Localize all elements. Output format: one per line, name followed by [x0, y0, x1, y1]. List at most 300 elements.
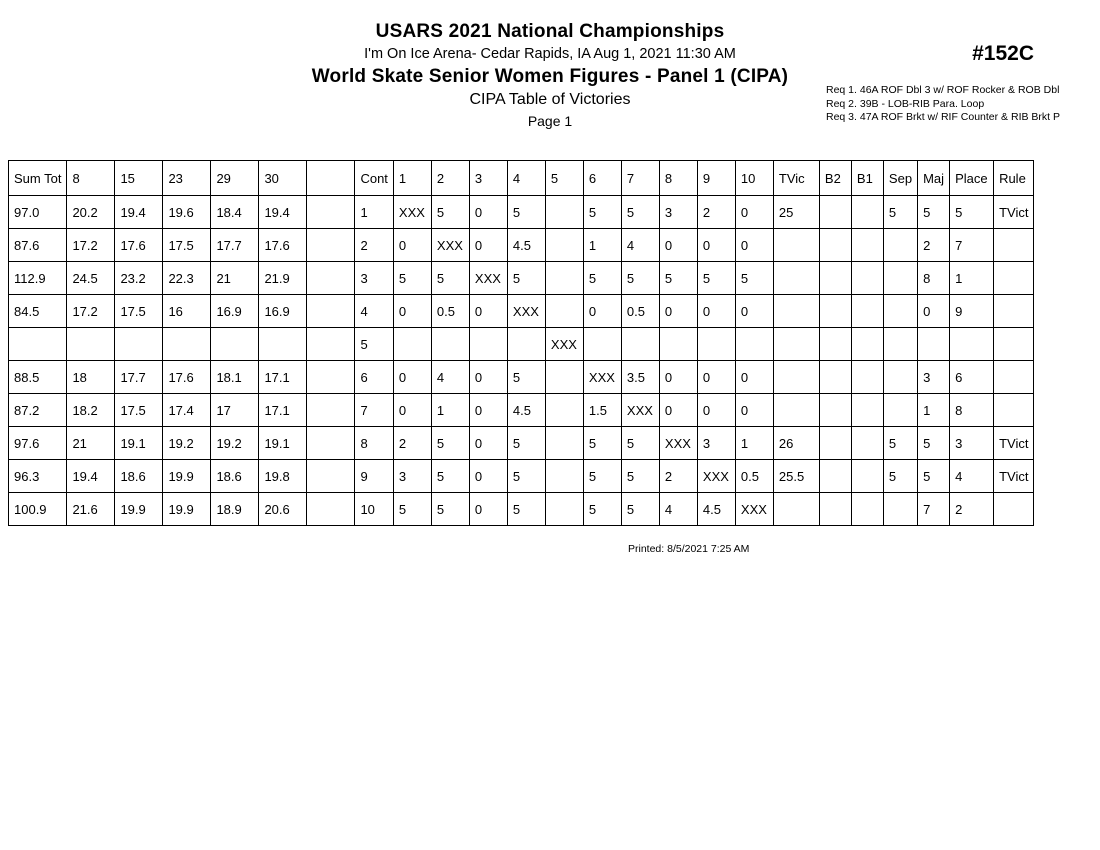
cell-tvic: [773, 361, 819, 394]
cell-judge: 0: [735, 295, 773, 328]
cell-b1: [851, 394, 883, 427]
cell-judge: 5: [393, 262, 431, 295]
document-header: [0, 20, 1100, 131]
cell-rule: [994, 394, 1034, 427]
cell-judge: 1: [735, 427, 773, 460]
cell-judge: [469, 328, 507, 361]
cell-score: 18.1: [211, 361, 259, 394]
cell-judge: 0: [393, 361, 431, 394]
cell-maj: 2: [918, 229, 950, 262]
cell-score: 17.7: [211, 229, 259, 262]
cell-score: 16.9: [259, 295, 307, 328]
table-header-row: [9, 161, 1034, 196]
cell-rule: [994, 328, 1034, 361]
cell-judge: [507, 328, 545, 361]
cell-judge: 0: [469, 361, 507, 394]
cell-tvic: 26: [773, 427, 819, 460]
cell-cont: 4: [355, 295, 393, 328]
venue-line: I'm On Ice Arena- Cedar Rapids, IA Aug 1, 2021 11:30 AM: [364, 46, 736, 62]
cell-sep: [883, 361, 917, 394]
cell-judge: 2: [659, 460, 697, 493]
cell-b1: [851, 427, 883, 460]
cell-judge: [545, 361, 583, 394]
cell-score: 17.6: [259, 229, 307, 262]
cell-score: 17.6: [163, 361, 211, 394]
cell-gap: [307, 394, 355, 427]
cell-judge: [697, 328, 735, 361]
cell-rule: [994, 229, 1034, 262]
cell-tvic: 25: [773, 196, 819, 229]
event-title: USARS 2021 National Championships: [375, 21, 725, 42]
cell-judge: 5: [583, 493, 621, 526]
cell-tvic: [773, 394, 819, 427]
table-row: [9, 295, 1034, 328]
cell-score: 23.2: [115, 262, 163, 295]
cell-judge: 5: [507, 196, 545, 229]
cell-judge: 1.5: [583, 394, 621, 427]
cell-judge: 5: [659, 262, 697, 295]
cell-judge: 0: [697, 394, 735, 427]
cell-score: 24.5: [67, 262, 115, 295]
cell-judge: [545, 229, 583, 262]
cell-score: 18.6: [115, 460, 163, 493]
cell-place: [950, 328, 994, 361]
cell-sum-tot: 96.3: [9, 460, 67, 493]
cell-place: 4: [950, 460, 994, 493]
cell-judge: [621, 328, 659, 361]
cell-judge: XXX: [583, 361, 621, 394]
cell-gap: [307, 460, 355, 493]
cell-judge: 5: [431, 460, 469, 493]
cell-judge: 0: [697, 229, 735, 262]
cell-cont: 10: [355, 493, 393, 526]
discipline-title: World Skate Senior Women Figures - Panel 1 (CIPA): [311, 66, 789, 87]
cell-judge: 5: [507, 427, 545, 460]
column-header-fig-29: 29: [211, 161, 259, 196]
cell-score: 21: [67, 427, 115, 460]
cell-sum-tot: 97.0: [9, 196, 67, 229]
cell-judge: 1: [583, 229, 621, 262]
cell-score: 19.2: [211, 427, 259, 460]
cell-judge: 4.5: [697, 493, 735, 526]
cell-judge: 0: [735, 229, 773, 262]
cell-judge: 0: [393, 394, 431, 427]
cell-gap: [307, 361, 355, 394]
cell-b1: [851, 196, 883, 229]
cell-score: 17.7: [115, 361, 163, 394]
cell-judge: 0.5: [621, 295, 659, 328]
cell-judge: 5: [621, 427, 659, 460]
cell-sep: 5: [883, 196, 917, 229]
cell-judge: 0: [735, 394, 773, 427]
cell-b2: [819, 196, 851, 229]
cell-gap: [307, 427, 355, 460]
cell-b2: [819, 361, 851, 394]
cell-sep: [883, 295, 917, 328]
cell-cont: 2: [355, 229, 393, 262]
cell-judge: [735, 328, 773, 361]
cell-score: 17.1: [259, 394, 307, 427]
cell-score: 17.4: [163, 394, 211, 427]
cell-judge: 0: [659, 295, 697, 328]
cell-score: 18.9: [211, 493, 259, 526]
table-row: [9, 460, 1034, 493]
cell-gap: [307, 328, 355, 361]
cell-b1: [851, 328, 883, 361]
column-header-sep: Sep: [883, 161, 917, 196]
cell-sep: [883, 328, 917, 361]
cell-judge: XXX: [621, 394, 659, 427]
cell-score: 16.9: [211, 295, 259, 328]
cell-judge: [545, 196, 583, 229]
cell-score: 20.2: [67, 196, 115, 229]
cell-score: 21.6: [67, 493, 115, 526]
cell-judge: 4: [621, 229, 659, 262]
column-header-judge-10: 10: [735, 161, 773, 196]
cell-sum-tot: [9, 328, 67, 361]
cell-judge: 4: [431, 361, 469, 394]
cell-rule: TVict: [994, 196, 1034, 229]
cell-rule: [994, 295, 1034, 328]
cell-judge: 0.5: [431, 295, 469, 328]
cell-score: 16: [163, 295, 211, 328]
cell-score: 19.4: [67, 460, 115, 493]
cell-score: 19.1: [115, 427, 163, 460]
cell-place: 1: [950, 262, 994, 295]
cell-b2: [819, 295, 851, 328]
column-header-judge-5: 5: [545, 161, 583, 196]
cell-judge: 5: [507, 493, 545, 526]
column-header-judge-9: 9: [697, 161, 735, 196]
cell-judge: 2: [697, 196, 735, 229]
cell-judge: XXX: [507, 295, 545, 328]
cell-b1: [851, 493, 883, 526]
cell-b1: [851, 460, 883, 493]
column-header-judge-8: 8: [659, 161, 697, 196]
cell-judge: XXX: [697, 460, 735, 493]
cell-rule: TVict: [994, 460, 1034, 493]
cell-judge: 0: [469, 493, 507, 526]
cell-judge: 5: [583, 460, 621, 493]
column-header-fig-8: 8: [67, 161, 115, 196]
cell-gap: [307, 262, 355, 295]
cell-score: [67, 328, 115, 361]
cell-sum-tot: 88.5: [9, 361, 67, 394]
cell-maj: 0: [918, 295, 950, 328]
cell-sum-tot: 87.2: [9, 394, 67, 427]
cell-judge: 5: [735, 262, 773, 295]
table-row: [9, 394, 1034, 427]
cell-score: 17.5: [115, 295, 163, 328]
cell-rule: [994, 262, 1034, 295]
cell-rule: [994, 493, 1034, 526]
column-header-cont: Cont: [355, 161, 393, 196]
cell-tvic: [773, 262, 819, 295]
cell-sum-tot: 84.5: [9, 295, 67, 328]
cell-maj: 8: [918, 262, 950, 295]
cell-judge: 0: [469, 196, 507, 229]
cell-b1: [851, 229, 883, 262]
printed-timestamp: Printed: 8/5/2021 7:25 AM: [628, 543, 750, 555]
cell-b2: [819, 427, 851, 460]
cell-judge: XXX: [469, 262, 507, 295]
cell-judge: XXX: [735, 493, 773, 526]
cell-judge: XXX: [545, 328, 583, 361]
cell-score: 19.1: [259, 427, 307, 460]
cell-judge: XXX: [659, 427, 697, 460]
table-row: [9, 229, 1034, 262]
column-header-judge-6: 6: [583, 161, 621, 196]
column-header-fig-23: 23: [163, 161, 211, 196]
cell-judge: 5: [583, 427, 621, 460]
cell-sum-tot: 100.9: [9, 493, 67, 526]
cell-score: 18: [67, 361, 115, 394]
cell-judge: 3.5: [621, 361, 659, 394]
cell-judge: 3: [393, 460, 431, 493]
cell-sep: [883, 229, 917, 262]
cell-score: 21.9: [259, 262, 307, 295]
table-row: [9, 427, 1034, 460]
table-row: [9, 328, 1034, 361]
column-header-rule: Rule: [994, 161, 1034, 196]
cell-score: 19.2: [163, 427, 211, 460]
cell-judge: 5: [583, 262, 621, 295]
cell-score: 19.6: [163, 196, 211, 229]
column-header-b2: B2: [819, 161, 851, 196]
cell-tvic: [773, 493, 819, 526]
cell-judge: [545, 295, 583, 328]
cell-rule: TVict: [994, 427, 1034, 460]
cell-judge: 0: [735, 361, 773, 394]
cell-gap: [307, 229, 355, 262]
cell-score: 17: [211, 394, 259, 427]
cell-sep: 5: [883, 427, 917, 460]
cell-judge: 5: [621, 262, 659, 295]
cell-score: 17.1: [259, 361, 307, 394]
cell-b1: [851, 262, 883, 295]
cell-b1: [851, 295, 883, 328]
cell-judge: [393, 328, 431, 361]
cell-score: 19.9: [163, 493, 211, 526]
cell-judge: 0: [469, 427, 507, 460]
cell-judge: 0: [393, 229, 431, 262]
cell-score: 17.6: [115, 229, 163, 262]
cell-judge: 5: [507, 460, 545, 493]
cell-judge: [431, 328, 469, 361]
cell-score: 19.9: [163, 460, 211, 493]
table-row: [9, 493, 1034, 526]
cell-place: 2: [950, 493, 994, 526]
cell-judge: 0: [659, 394, 697, 427]
cell-place: 3: [950, 427, 994, 460]
cell-judge: 4.5: [507, 229, 545, 262]
cell-gap: [307, 295, 355, 328]
cell-score: [211, 328, 259, 361]
column-header-judge-7: 7: [621, 161, 659, 196]
cell-b2: [819, 229, 851, 262]
cell-judge: 0: [583, 295, 621, 328]
cell-b2: [819, 394, 851, 427]
cell-tvic: 25.5: [773, 460, 819, 493]
cell-maj: 1: [918, 394, 950, 427]
cell-score: 19.4: [115, 196, 163, 229]
cell-judge: XXX: [393, 196, 431, 229]
cell-judge: [659, 328, 697, 361]
requirement-item: Req 2. 39B - LOB-RIB Para. Loop: [826, 97, 985, 110]
column-header-fig-15: 15: [115, 161, 163, 196]
cell-judge: 4: [659, 493, 697, 526]
cell-score: [163, 328, 211, 361]
cell-sep: 5: [883, 460, 917, 493]
report-subtitle: CIPA Table of Victories: [469, 91, 631, 108]
cell-cont: 1: [355, 196, 393, 229]
cell-place: 5: [950, 196, 994, 229]
cell-judge: 5: [431, 493, 469, 526]
column-header-tvic: TVic: [773, 161, 819, 196]
cell-score: 17.5: [115, 394, 163, 427]
cell-judge: 5: [697, 262, 735, 295]
cell-score: 19.8: [259, 460, 307, 493]
cell-score: 17.2: [67, 229, 115, 262]
cell-maj: 5: [918, 427, 950, 460]
cell-sum-tot: 97.6: [9, 427, 67, 460]
cell-sum-tot: 87.6: [9, 229, 67, 262]
cell-judge: 5: [431, 427, 469, 460]
cell-b2: [819, 328, 851, 361]
cell-score: 18.6: [211, 460, 259, 493]
cell-judge: 5: [393, 493, 431, 526]
cell-score: [259, 328, 307, 361]
column-header-maj: Maj: [918, 161, 950, 196]
cell-cont: 8: [355, 427, 393, 460]
cell-gap: [307, 196, 355, 229]
cell-judge: [545, 460, 583, 493]
cell-place: 6: [950, 361, 994, 394]
cell-judge: 0: [659, 229, 697, 262]
results-table-wrapper: [8, 160, 1034, 526]
cell-sep: [883, 394, 917, 427]
table-body: [9, 196, 1034, 526]
column-header-place: Place: [950, 161, 994, 196]
requirement-item: Req 1. 46A ROF Dbl 3 w/ ROF Rocker & ROB Dbl: [826, 84, 1060, 96]
cell-judge: 5: [621, 196, 659, 229]
column-header-judge-2: 2: [431, 161, 469, 196]
cell-sep: [883, 493, 917, 526]
cell-judge: 5: [507, 361, 545, 394]
cell-judge: 0: [469, 229, 507, 262]
cell-judge: 5: [507, 262, 545, 295]
column-header-b1: B1: [851, 161, 883, 196]
cell-place: 9: [950, 295, 994, 328]
cell-cont: 5: [355, 328, 393, 361]
cell-b2: [819, 262, 851, 295]
cell-score: 18.4: [211, 196, 259, 229]
column-header-fig-30: 30: [259, 161, 307, 196]
cell-judge: 0: [469, 460, 507, 493]
column-header-judge-1: 1: [393, 161, 431, 196]
cell-score: 17.5: [163, 229, 211, 262]
cell-cont: 7: [355, 394, 393, 427]
cell-tvic: [773, 229, 819, 262]
cell-judge: 5: [583, 196, 621, 229]
cell-judge: 5: [431, 262, 469, 295]
cell-judge: 5: [431, 196, 469, 229]
cell-judge: 0: [393, 295, 431, 328]
cell-score: 22.3: [163, 262, 211, 295]
cell-judge: 0: [697, 361, 735, 394]
cell-score: 20.6: [259, 493, 307, 526]
cell-judge: 5: [621, 493, 659, 526]
cell-score: 19.9: [115, 493, 163, 526]
document-number: #152C: [972, 42, 1034, 65]
cell-maj: 5: [918, 196, 950, 229]
cell-judge: 0: [659, 361, 697, 394]
cell-sum-tot: 112.9: [9, 262, 67, 295]
cell-place: 8: [950, 394, 994, 427]
cell-maj: 5: [918, 460, 950, 493]
table-row: [9, 262, 1034, 295]
cell-score: 18.2: [67, 394, 115, 427]
table-of-victories: [8, 160, 1034, 526]
cell-judge: [545, 262, 583, 295]
cell-b2: [819, 460, 851, 493]
cell-judge: 1: [431, 394, 469, 427]
cell-cont: 6: [355, 361, 393, 394]
cell-judge: 0.5: [735, 460, 773, 493]
cell-maj: 7: [918, 493, 950, 526]
requirements-list: [826, 84, 1092, 125]
column-header-sum-tot: Sum Tot: [9, 161, 67, 196]
cell-score: [115, 328, 163, 361]
cell-cont: 3: [355, 262, 393, 295]
cell-judge: 4.5: [507, 394, 545, 427]
cell-maj: 3: [918, 361, 950, 394]
cell-judge: [545, 394, 583, 427]
cell-judge: [545, 493, 583, 526]
cell-place: 7: [950, 229, 994, 262]
cell-judge: 0: [697, 295, 735, 328]
cell-tvic: [773, 295, 819, 328]
cell-judge: 5: [621, 460, 659, 493]
cell-cont: 9: [355, 460, 393, 493]
cell-judge: [545, 427, 583, 460]
cell-b1: [851, 361, 883, 394]
requirement-item: Req 3. 47A ROF Brkt w/ RIF Counter & RIB Brkt P: [826, 111, 1060, 123]
cell-tvic: [773, 328, 819, 361]
cell-sep: [883, 262, 917, 295]
cell-maj: [918, 328, 950, 361]
column-header-judge-4: 4: [507, 161, 545, 196]
cell-score: 19.4: [259, 196, 307, 229]
page-label: Page 1: [527, 113, 573, 129]
cell-judge: XXX: [431, 229, 469, 262]
cell-b2: [819, 493, 851, 526]
table-row: [9, 196, 1034, 229]
table-row: [9, 361, 1034, 394]
column-header-gap: [307, 161, 355, 196]
cell-judge: 0: [469, 394, 507, 427]
cell-score: 17.2: [67, 295, 115, 328]
cell-judge: 2: [393, 427, 431, 460]
cell-judge: 3: [697, 427, 735, 460]
cell-gap: [307, 493, 355, 526]
cell-judge: 0: [735, 196, 773, 229]
column-header-judge-3: 3: [469, 161, 507, 196]
cell-score: 21: [211, 262, 259, 295]
cell-judge: 0: [469, 295, 507, 328]
cell-rule: [994, 361, 1034, 394]
cell-judge: [583, 328, 621, 361]
